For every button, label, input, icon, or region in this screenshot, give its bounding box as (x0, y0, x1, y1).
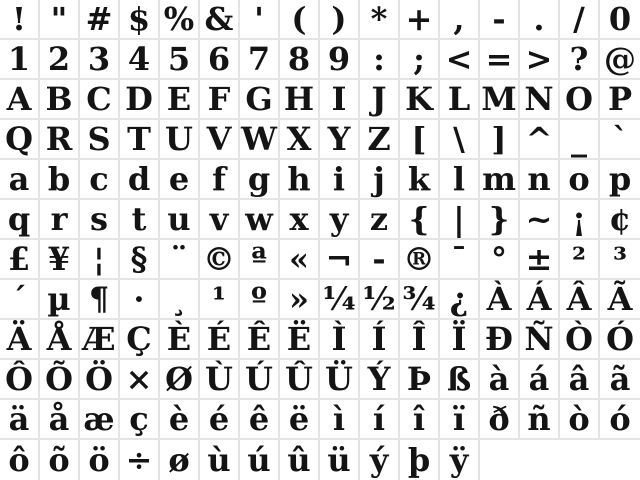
glyph-cell[interactable]: 1 (0, 40, 40, 80)
glyph-cell[interactable]: Â (560, 280, 600, 320)
glyph-cell[interactable]: W (240, 120, 280, 160)
glyph-cell[interactable]: « (280, 240, 320, 280)
glyph-cell[interactable]: U (160, 120, 200, 160)
glyph-cell[interactable]: ó (600, 400, 640, 440)
glyph-cell[interactable]: q (0, 200, 40, 240)
glyph-cell[interactable]: ô (0, 440, 40, 480)
glyph-cell[interactable]: µ (40, 280, 80, 320)
glyph-cell[interactable]: L (440, 80, 480, 120)
glyph-cell[interactable]: Ê (240, 320, 280, 360)
glyph-cell[interactable]: m (480, 160, 520, 200)
glyph-cell[interactable]: n (520, 160, 560, 200)
glyph-cell[interactable]: ¨ (160, 240, 200, 280)
glyph-cell[interactable]: 3 (80, 40, 120, 80)
glyph-cell[interactable]: ¯ (440, 240, 480, 280)
glyph-cell[interactable]: º (240, 280, 280, 320)
glyph-cell[interactable]: Å (40, 320, 80, 360)
glyph-cell[interactable]: ¡ (560, 200, 600, 240)
glyph-cell[interactable]: 7 (240, 40, 280, 80)
glyph-cell[interactable]: w (240, 200, 280, 240)
glyph-cell[interactable]: O (560, 80, 600, 120)
glyph-cell[interactable]: ¢ (600, 200, 640, 240)
glyph-cell[interactable]: i (320, 160, 360, 200)
glyph-cell[interactable]: - (360, 240, 400, 280)
glyph-cell[interactable]: ° (480, 240, 520, 280)
glyph-cell[interactable]: y (320, 200, 360, 240)
glyph-cell[interactable]: 4 (120, 40, 160, 80)
glyph-cell[interactable]: f (200, 160, 240, 200)
glyph-cell[interactable]: 8 (280, 40, 320, 80)
glyph-cell[interactable]: c (80, 160, 120, 200)
glyph-cell[interactable]: õ (40, 440, 80, 480)
glyph-cell[interactable]: Õ (40, 360, 80, 400)
glyph-cell[interactable]: Ä (0, 320, 40, 360)
glyph-cell[interactable]: R (40, 120, 80, 160)
glyph-cell[interactable]: Æ (80, 320, 120, 360)
glyph-cell[interactable]: ^ (520, 120, 560, 160)
glyph-cell[interactable]: ! (0, 0, 40, 40)
glyph-cell[interactable]: B (40, 80, 80, 120)
glyph-cell[interactable]: X (280, 120, 320, 160)
glyph-cell[interactable]: ù (200, 440, 240, 480)
glyph-cell[interactable]: o (560, 160, 600, 200)
glyph-cell[interactable]: ; (400, 40, 440, 80)
glyph-cell[interactable]: ë (280, 400, 320, 440)
glyph-cell[interactable]: ' (240, 0, 280, 40)
empty-cell (480, 440, 520, 480)
glyph-cell[interactable]: . (520, 0, 560, 40)
glyph-cell[interactable]: í (360, 400, 400, 440)
glyph-cell[interactable]: û (280, 440, 320, 480)
glyph-cell[interactable]: Ù (200, 360, 240, 400)
glyph-cell[interactable]: { (400, 200, 440, 240)
glyph-cell[interactable]: # (80, 0, 120, 40)
glyph-cell[interactable]: Ï (440, 320, 480, 360)
glyph-cell[interactable]: s (80, 200, 120, 240)
glyph-cell[interactable]: k (400, 160, 440, 200)
glyph-cell[interactable]: l (440, 160, 480, 200)
glyph-cell[interactable]: ] (480, 120, 520, 160)
glyph-cell[interactable]: á (520, 360, 560, 400)
glyph-cell[interactable]: ì (320, 400, 360, 440)
glyph-cell[interactable]: g (240, 160, 280, 200)
glyph-cell[interactable]: < (440, 40, 480, 80)
glyph-cell[interactable]: £ (0, 240, 40, 280)
glyph-cell[interactable]: & (200, 0, 240, 40)
glyph-cell[interactable]: 6 (200, 40, 240, 80)
glyph-cell[interactable]: F (200, 80, 240, 120)
glyph-cell[interactable]: z (360, 200, 400, 240)
glyph-cell[interactable]: ¦ (80, 240, 120, 280)
glyph-cell[interactable]: S (80, 120, 120, 160)
glyph-cell[interactable]: ý (360, 440, 400, 480)
glyph-cell[interactable]: E (160, 80, 200, 120)
glyph-cell[interactable]: ¾ (400, 280, 440, 320)
glyph-cell[interactable]: Á (520, 280, 560, 320)
glyph-cell[interactable]: Ü (320, 360, 360, 400)
glyph-cell[interactable]: ú (240, 440, 280, 480)
glyph-cell[interactable]: h (280, 160, 320, 200)
glyph-cell[interactable]: / (560, 0, 600, 40)
glyph-cell[interactable]: b (40, 160, 80, 200)
glyph-cell[interactable]: · (120, 280, 160, 320)
glyph-cell[interactable]: + (400, 0, 440, 40)
glyph-cell[interactable]: t (120, 200, 160, 240)
glyph-cell[interactable]: : (360, 40, 400, 80)
glyph-cell[interactable]: ä (0, 400, 40, 440)
glyph-cell[interactable]: æ (80, 400, 120, 440)
glyph-cell[interactable]: ü (320, 440, 360, 480)
glyph-cell[interactable]: Ò (560, 320, 600, 360)
glyph-cell[interactable]: ê (240, 400, 280, 440)
glyph-cell[interactable]: å (40, 400, 80, 440)
glyph-cell[interactable]: ñ (520, 400, 560, 440)
glyph-cell[interactable]: } (480, 200, 520, 240)
glyph-cell[interactable]: Ó (600, 320, 640, 360)
glyph-cell[interactable]: Ö (80, 360, 120, 400)
glyph-cell[interactable]: ¼ (320, 280, 360, 320)
glyph-cell[interactable]: - (480, 0, 520, 40)
glyph-cell[interactable]: ÷ (120, 440, 160, 480)
glyph-cell[interactable]: % (160, 0, 200, 40)
glyph-cell[interactable]: 5 (160, 40, 200, 80)
glyph-cell[interactable]: Ë (280, 320, 320, 360)
glyph-cell[interactable]: Ý (360, 360, 400, 400)
glyph-cell[interactable]: ø (160, 440, 200, 480)
glyph-cell[interactable]: u (160, 200, 200, 240)
glyph-cell[interactable]: Y (320, 120, 360, 160)
glyph-cell[interactable]: ~ (520, 200, 560, 240)
glyph-cell[interactable]: * (360, 0, 400, 40)
glyph-cell[interactable]: © (200, 240, 240, 280)
glyph-cell[interactable]: ¹ (200, 280, 240, 320)
glyph-cell[interactable]: Û (280, 360, 320, 400)
glyph-cell[interactable]: Z (360, 120, 400, 160)
glyph-cell[interactable]: 2 (40, 40, 80, 80)
glyph-cell[interactable]: à (480, 360, 520, 400)
glyph-cell[interactable]: N (520, 80, 560, 120)
glyph-cell[interactable]: ´ (0, 280, 40, 320)
glyph-cell[interactable]: ³ (600, 240, 640, 280)
glyph-cell[interactable]: ¥ (40, 240, 80, 280)
glyph-cell[interactable]: G (240, 80, 280, 120)
glyph-cell[interactable]: [ (400, 120, 440, 160)
glyph-cell[interactable]: Ã (600, 280, 640, 320)
glyph-cell[interactable]: d (120, 160, 160, 200)
glyph-cell[interactable]: p (600, 160, 640, 200)
glyph-cell[interactable]: ½ (360, 280, 400, 320)
glyph-cell[interactable]: \ (440, 120, 480, 160)
glyph-cell[interactable]: = (480, 40, 520, 80)
glyph-cell[interactable]: ® (400, 240, 440, 280)
glyph-cell[interactable]: 9 (320, 40, 360, 80)
glyph-cell[interactable]: î (400, 400, 440, 440)
glyph-cell[interactable]: T (120, 120, 160, 160)
glyph-cell[interactable]: ² (560, 240, 600, 280)
glyph-cell[interactable]: ? (560, 40, 600, 80)
glyph-cell[interactable]: ¸ (160, 280, 200, 320)
glyph-cell[interactable]: @ (600, 40, 640, 80)
glyph-cell[interactable]: » (280, 280, 320, 320)
glyph-cell[interactable]: C (80, 80, 120, 120)
glyph-cell[interactable]: x (280, 200, 320, 240)
glyph-cell[interactable]: r (40, 200, 80, 240)
glyph-cell[interactable]: ö (80, 440, 120, 480)
glyph-cell[interactable]: ( (280, 0, 320, 40)
glyph-cell[interactable]: H (280, 80, 320, 120)
glyph-cell[interactable]: Í (360, 320, 400, 360)
glyph-cell[interactable]: Ð (480, 320, 520, 360)
glyph-cell[interactable]: _ (560, 120, 600, 160)
glyph-cell[interactable]: > (520, 40, 560, 80)
glyph-cell[interactable]: ß (440, 360, 480, 400)
glyph-cell[interactable]: ç (120, 400, 160, 440)
glyph-cell[interactable]: Ú (240, 360, 280, 400)
glyph-cell[interactable]: ï (440, 400, 480, 440)
glyph-cell[interactable]: J (360, 80, 400, 120)
glyph-cell[interactable]: v (200, 200, 240, 240)
glyph-cell[interactable]: À (480, 280, 520, 320)
glyph-cell[interactable]: | (440, 200, 480, 240)
glyph-cell[interactable]: ã (600, 360, 640, 400)
glyph-cell[interactable]: ÿ (440, 440, 480, 480)
glyph-cell[interactable]: P (600, 80, 640, 120)
glyph-cell[interactable]: ª (240, 240, 280, 280)
glyph-cell[interactable]: ` (600, 120, 640, 160)
glyph-cell[interactable]: Ì (320, 320, 360, 360)
glyph-cell[interactable]: × (120, 360, 160, 400)
glyph-cell[interactable]: È (160, 320, 200, 360)
glyph-cell[interactable]: ± (520, 240, 560, 280)
glyph-cell[interactable]: j (360, 160, 400, 200)
glyph-cell[interactable]: Ç (120, 320, 160, 360)
glyph-cell[interactable]: ¿ (440, 280, 480, 320)
glyph-cell[interactable]: Þ (400, 360, 440, 400)
glyph-cell[interactable]: V (200, 120, 240, 160)
glyph-cell[interactable]: Q (0, 120, 40, 160)
glyph-cell[interactable]: é (200, 400, 240, 440)
glyph-cell[interactable]: Ô (0, 360, 40, 400)
glyph-cell[interactable]: ð (480, 400, 520, 440)
glyph-cell[interactable]: ) (320, 0, 360, 40)
glyph-cell[interactable]: Ø (160, 360, 200, 400)
glyph-cell[interactable]: þ (400, 440, 440, 480)
glyph-cell[interactable]: a (0, 160, 40, 200)
glyph-cell[interactable]: Ñ (520, 320, 560, 360)
glyph-cell[interactable]: â (560, 360, 600, 400)
glyph-cell[interactable]: M (480, 80, 520, 120)
empty-cell (560, 440, 600, 480)
glyph-cell[interactable]: e (160, 160, 200, 200)
glyph-cell[interactable]: I (320, 80, 360, 120)
glyph-cell[interactable]: D (120, 80, 160, 120)
glyph-cell[interactable]: ¶ (80, 280, 120, 320)
glyph-cell[interactable]: É (200, 320, 240, 360)
empty-cell (520, 440, 560, 480)
glyph-cell[interactable]: 0 (600, 0, 640, 40)
glyph-cell[interactable]: $ (120, 0, 160, 40)
glyph-cell[interactable]: Î (400, 320, 440, 360)
glyph-cell[interactable]: " (40, 0, 80, 40)
glyph-cell[interactable]: K (400, 80, 440, 120)
glyph-cell[interactable]: A (0, 80, 40, 120)
glyph-cell[interactable]: ¬ (320, 240, 360, 280)
glyph-cell[interactable]: ò (560, 400, 600, 440)
glyph-cell[interactable]: è (160, 400, 200, 440)
empty-cell (600, 440, 640, 480)
glyph-cell[interactable]: § (120, 240, 160, 280)
glyph-cell[interactable]: , (440, 0, 480, 40)
